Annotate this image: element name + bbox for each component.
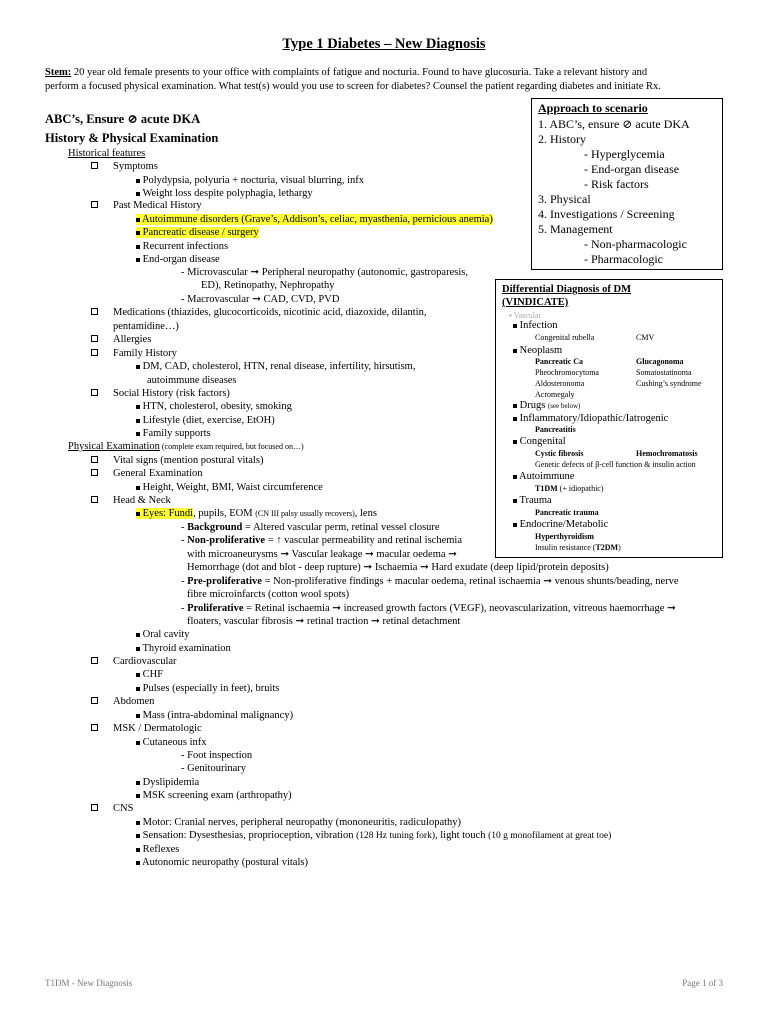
list-item	[136, 829, 611, 843]
approach-substep: - Hyperglycemia	[584, 147, 665, 161]
approach-substep: - Pharmacologic	[584, 252, 663, 266]
item-label: Pancreatic disease / surgery	[142, 227, 259, 238]
ddx-item: Somatostatinoma	[636, 368, 692, 377]
genitourinary: - Genitourinary	[181, 763, 247, 774]
bullet-icon	[136, 714, 140, 718]
checkbox-icon	[91, 201, 98, 208]
checkbox-icon	[91, 724, 98, 731]
approach-step: 3. Physical	[538, 192, 591, 206]
ddx-item: Pheochromocytoma	[535, 368, 599, 377]
list-item	[136, 668, 163, 681]
list-item	[136, 427, 211, 440]
abc-heading: ABC’s, Ensure ⊘ acute DKA	[45, 112, 201, 126]
ddx-title: Differential Diagnosis of DM	[502, 284, 631, 295]
checkbox-icon	[91, 469, 98, 476]
list-item	[136, 253, 220, 266]
item-label: MSK screening exam (arthropathy)	[142, 790, 292, 801]
item-strong: T1DM	[535, 484, 558, 493]
ddx-category: ▪ Vascular	[509, 311, 542, 320]
checkbox-icon	[91, 697, 98, 704]
list-item	[91, 494, 171, 507]
historical-features-label: Historical features	[68, 148, 146, 159]
list-item	[136, 507, 377, 520]
item-label: Height, Weight, BMI, Waist circumference	[142, 482, 323, 493]
definition: = Retinal ischaemia ➞ increased growth factors (VEGF), neovascularization, vitreous haemorrhage ➞	[243, 603, 676, 614]
list-item	[136, 856, 308, 869]
foot-inspection: - Foot inspection	[181, 750, 253, 761]
nonproliferative-line-3: Hemorrhage (dot and blot - deep rupture) ➞ Ischaemia ➞ Hard exudate (deep lipid/protein deposits)	[187, 562, 609, 573]
item-label: Vital signs (mention postural vitals)	[113, 455, 264, 466]
ddx-item: CMV	[636, 333, 655, 342]
list-item	[136, 240, 228, 253]
item-label: Autoimmune disorders (Grave’s, Addison’s, celiac, myasthenia, pernicious anemia)	[142, 214, 493, 225]
checkbox-icon	[91, 389, 98, 396]
bullet-icon	[513, 404, 517, 408]
macrovascular-line: - Macrovascular ➞ CAD, CVD, PVD	[181, 294, 340, 305]
bullet-icon	[136, 405, 140, 409]
item-note: (+ idiopathic)	[557, 484, 604, 493]
item-label: Recurrent infections	[142, 241, 229, 252]
preproliferative-line-2: fibre microinfarcts (cotton wool spots)	[187, 589, 350, 600]
bullet-icon	[513, 523, 517, 527]
stem-text-1: 20 year old female presents to your office with complaints of fatigue and nocturia. Found to have glucosuria. Take a relevant history and	[71, 67, 648, 78]
category-label: Endocrine/Metabolic	[519, 519, 609, 530]
ddx-category	[513, 436, 566, 447]
checkbox-icon	[91, 162, 98, 169]
list-item	[136, 226, 259, 239]
bullet-icon	[136, 673, 140, 677]
item-label: Cardiovascular	[113, 656, 177, 667]
list-item	[91, 333, 152, 346]
proliferative-line-2: floaters, vascular fibrosis ➞ retinal traction ➞ retinal detachment	[187, 616, 461, 627]
list-item	[136, 709, 293, 722]
ddx-item: Cystic fibrosis	[535, 449, 584, 458]
bullet-icon	[136, 179, 140, 183]
bullet-icon	[136, 781, 140, 785]
ddx-subtitle: (VINDICATE)	[502, 297, 569, 308]
category-label: Autoimmune	[519, 471, 575, 482]
retinopathy-proliferative: - Proliferative = Retinal ischaemia ➞ increased growth factors (VEGF), neovascularization, vitreous haemorrhage ➞	[181, 603, 676, 614]
item-label: Past Medical History	[113, 200, 202, 211]
microvascular-line-1: - Microvascular ➞ Peripheral neuropathy (autonomic, gastroparesis,	[181, 267, 468, 278]
item-label: Medications (thiazides, glucocorticoids, nicotinic acid, diazoxide, dilantin,	[113, 307, 427, 318]
item-label: Family History	[113, 348, 177, 359]
category-label: Trauma	[519, 495, 552, 506]
ddx-item: Glucagonoma	[636, 357, 684, 366]
list-item	[91, 199, 202, 212]
ddx-item: Pancreatic Ca	[535, 357, 584, 366]
bullet-icon	[513, 440, 517, 444]
ddx-item: Pancreatitis	[535, 425, 576, 434]
ddx-category	[513, 519, 608, 530]
bullet-icon	[136, 512, 140, 516]
eyes-rest: , pupils, EOM	[193, 508, 256, 519]
item-label: Abdomen	[113, 696, 155, 707]
item-label: Symptoms	[113, 161, 158, 172]
ddx-item: Hemochromatosis	[636, 449, 698, 458]
list-item	[91, 802, 134, 815]
list-item	[91, 467, 203, 480]
definition: = Non-proliferative findings + macular oedema, retinal ischaemia ➞ venous shunts/beading, nerve	[261, 576, 679, 587]
stem-text-2: perform a focused physical examination. What test(s) would you use to screen for diabetes? Counsel the patient regarding diabetes and initiate Rx.	[45, 81, 661, 92]
footer-page-number: Page 1 of 3	[682, 978, 723, 988]
bullet-icon	[136, 231, 140, 235]
item-label: Weight loss despite polyphagia, lethargy	[142, 188, 313, 199]
bullet-icon	[136, 633, 140, 637]
item-label: Polydypsia, polyuria + nocturia, visual blurring, infx	[142, 175, 365, 186]
bullet-icon	[136, 365, 140, 369]
differential-diagnosis-box	[495, 279, 723, 558]
stem-paragraph	[45, 66, 725, 94]
bullet-icon	[513, 417, 517, 421]
bullet-icon	[136, 245, 140, 249]
retinopathy-background: - Background = Altered vascular perm, retinal vessel closure	[181, 522, 440, 533]
ddx-category	[513, 345, 562, 356]
ddx-category	[513, 320, 558, 331]
category-label: Infection	[519, 320, 558, 331]
checkbox-icon	[91, 308, 98, 315]
approach-step: 2. History	[538, 132, 586, 146]
category-note: (see below)	[547, 402, 581, 410]
checkbox-icon	[91, 657, 98, 664]
item-label: General Examination	[113, 468, 203, 479]
definition: = ↑ vascular permeability and retinal ischemia	[265, 535, 462, 546]
item-label: Motor: Cranial nerves, peripheral neuropathy (mononeuritis, radiculopathy)	[142, 817, 462, 828]
item-label: Sensation: Dysesthesias, proprioception, vibration	[142, 830, 357, 841]
approach-step: 4. Investigations / Screening	[538, 207, 675, 221]
approach-substep: - Non-pharmacologic	[584, 237, 687, 251]
list-item	[136, 213, 493, 226]
category-label: Vascular	[513, 311, 542, 320]
ddx-item: Acromegaly	[535, 390, 575, 399]
list-item	[136, 789, 292, 802]
item-label: Autonomic neuropathy (postural vitals)	[142, 857, 308, 868]
item-label: HTN, cholesterol, obesity, smoking	[142, 401, 292, 412]
retinopathy-preproliferative: - Pre-proliferative = Non-proliferative findings + macular oedema, retinal ischaemia ➞ venous shunts/beading, nerve	[181, 576, 679, 587]
item-label: Allergies	[113, 334, 152, 345]
item-note: (10 g monofilament at great toe)	[488, 831, 612, 841]
item-label: , light touch	[434, 830, 489, 841]
ddx-item: Cushing’s syndrome	[636, 379, 702, 388]
list-item	[136, 628, 190, 641]
approach-box	[531, 98, 723, 270]
checkbox-icon	[91, 335, 98, 342]
term: Proliferative	[187, 603, 244, 614]
item-label: Mass (intra-abdominal malignancy)	[142, 710, 294, 721]
definition: = Altered vascular perm, retinal vessel closure	[242, 522, 440, 533]
page-title: Type 1 Diabetes – New Diagnosis	[282, 36, 486, 52]
physical-exam-heading	[68, 440, 304, 453]
list-item	[91, 454, 264, 467]
ddx-item: Pancreatic trauma	[535, 508, 599, 517]
stem-label: Stem:	[45, 67, 72, 78]
item-text: Insulin resistance (	[535, 543, 596, 552]
bullet-icon	[513, 499, 517, 503]
bullet-icon	[136, 432, 140, 436]
bullet-icon	[513, 475, 517, 479]
eyes-fundi-label: Eyes: Fundi	[142, 508, 194, 519]
approach-substep: - End-organ disease	[584, 162, 680, 176]
item-label: CNS	[113, 803, 134, 814]
ddx-item	[535, 484, 604, 493]
list-item	[136, 174, 364, 187]
item-label: CHF	[142, 669, 164, 680]
bullet-icon	[513, 324, 517, 328]
item-label: MSK / Dermatologic	[113, 723, 202, 734]
list-item	[91, 722, 202, 735]
checkbox-icon	[91, 496, 98, 503]
ddx-item: Genetic defects of β-cell function & insulin action	[535, 460, 696, 469]
ddx-category	[513, 471, 574, 482]
list-item	[136, 642, 231, 655]
checkbox-icon	[91, 804, 98, 811]
item-label: Dyslipidemia	[142, 777, 200, 788]
item-text: )	[618, 543, 621, 552]
list-item	[91, 695, 155, 708]
item-label: Reflexes	[142, 844, 180, 855]
eyes-note: (CN III palsy usually recovers)	[255, 509, 355, 518]
category-label: Congenital	[519, 436, 566, 447]
bullet-icon	[136, 848, 140, 852]
bullet-icon	[136, 486, 140, 490]
microvascular-line-2: ED), Retinopathy, Nephropathy	[201, 280, 335, 291]
item-label: Lifestyle (diet, exercise, EtOH)	[142, 415, 275, 426]
checkbox-icon	[91, 349, 98, 356]
list-item	[136, 682, 279, 695]
term: Background	[187, 522, 243, 533]
eyes-end: , lens	[354, 508, 377, 519]
ddx-item: Aldosteronoma	[535, 379, 585, 388]
item-label: End-organ disease	[142, 254, 220, 265]
category-label: Neoplasm	[519, 345, 563, 356]
bullet-icon	[136, 834, 140, 838]
list-item	[91, 655, 177, 668]
bullet-icon	[136, 821, 140, 825]
bullet-icon	[136, 419, 140, 423]
item-label: Oral cavity	[142, 629, 190, 640]
approach-step: 5. Management	[538, 222, 613, 236]
list-item	[136, 843, 179, 856]
ddx-item: Congenital rubella	[535, 333, 595, 342]
term: Non-proliferative	[187, 535, 266, 546]
bullet-icon	[136, 794, 140, 798]
item-label: Family supports	[142, 428, 211, 439]
ddx-category	[513, 495, 552, 506]
ddx-category	[513, 413, 668, 424]
approach-title: Approach to scenario	[538, 101, 648, 115]
bullet-icon	[136, 861, 140, 865]
item-label: Head & Neck	[113, 495, 171, 506]
list-item	[136, 736, 207, 749]
list-item	[91, 306, 427, 319]
bullet-icon	[136, 647, 140, 651]
item-strong: T2DM	[595, 543, 619, 552]
approach-step: 1. ABC’s, ensure ⊘ acute DKA	[538, 117, 690, 131]
ddx-item	[535, 543, 621, 552]
item-label: Pulses (especially in feet), bruits	[142, 683, 280, 694]
item-label: Social History (risk factors)	[113, 388, 230, 399]
bullet-icon	[136, 258, 140, 262]
list-item	[136, 481, 323, 494]
hx-heading: History & Physical Examination	[45, 131, 219, 145]
medications-line-2: pentamidine…)	[113, 321, 179, 332]
ddx-item: Hyperthyroidism	[535, 532, 594, 541]
item-label: Cutaneous infx	[142, 737, 207, 748]
item-label: DM, CAD, cholesterol, HTN, renal disease, infertility, hirsutism,	[142, 361, 416, 372]
list-item	[136, 360, 415, 373]
list-item	[91, 387, 230, 400]
approach-substep: - Risk factors	[584, 177, 649, 191]
list-item	[91, 347, 177, 360]
ddx-category	[513, 400, 580, 411]
checkbox-icon	[91, 456, 98, 463]
list-item	[136, 816, 461, 829]
family-history-line-2: autoimmune diseases	[147, 375, 237, 386]
term: Pre-proliferative	[187, 576, 262, 587]
bullet-icon	[513, 349, 517, 353]
list-item	[136, 776, 199, 789]
item-note: (128 Hz tuning fork)	[356, 831, 435, 841]
bullet-icon	[136, 192, 140, 196]
bullet-icon	[136, 741, 140, 745]
bullet-icon	[136, 218, 140, 222]
bullet-icon	[136, 687, 140, 691]
category-label: Inflammatory/Idiopathic/Iatrogenic	[519, 413, 669, 424]
retinopathy-nonproliferative: - Non-proliferative = ↑ vascular permeability and retinal ischemia	[181, 535, 462, 546]
list-item	[91, 160, 158, 173]
list-item	[136, 400, 292, 413]
footer-left: T1DM - New Diagnosis	[45, 978, 133, 988]
nonproliferative-line-2: with microaneurysms ➞ Vascular leakage ➞ macular oedema ➞	[187, 549, 457, 560]
item-label: Thyroid examination	[142, 643, 231, 654]
category-label: Drugs	[519, 400, 546, 411]
list-item	[136, 414, 275, 427]
physical-exam-note: (complete exam required, but focused on…)	[159, 442, 304, 451]
physical-exam-label: Physical Examination	[68, 441, 160, 452]
